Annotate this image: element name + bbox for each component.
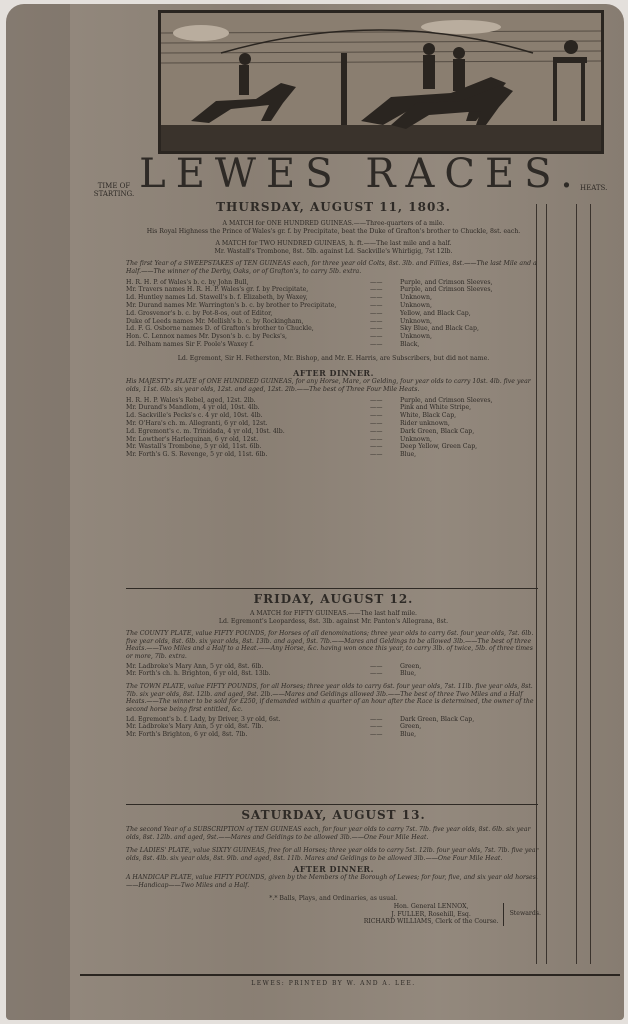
entry-horse: Duke of Leeds names Mr. Mellish's b. c. by Rockingham, [126,317,304,325]
entry-horse: Mr. Durand names Mr. Warrington's b. c. by brother to Precipitate, [126,301,337,309]
stewards-block [126,903,541,926]
printer-imprint: LEWES: PRINTED BY W. AND A. LEE. [251,980,416,987]
entry-horse: Ld. Egremont's b. f. Lady, by Driver, 3 yr old, 6st. [126,715,281,723]
handicap-plate-heading: A HANDICAP PLATE, value FIFTY POUNDS, given by the Members of the Borough of Lewes; for four, five, and six year old horses.——Handicap——Two Miles and a Half. [126,874,538,889]
town-plate-heading: The TOWN PLATE, value FIFTY POUNDS, for all Horses; three year olds to carry 6st. four year olds, 7st. 11lb. five year olds, 8st. 7lb. six year olds, 8st. 12lb. and aged, 9st. 2lb.——Mares and Geldings allowed 3lb.——The best of three Two Miles and a Half Heats.——The winner to be sold for £250, if demanded within a quarter of an hour after the Race is determined, the owner of the second horse being first entitled, &c. [126,683,534,713]
ladies-plate-heading: The LADIES' PLATE, value SIXTY GUINEAS, free for all Horses; three year olds to carry 5st. 12lb. four year olds, 7st. 7lb. five year olds, 8st. 4lb. six year olds, 8st. 9lb. and aged, 8st. 11lb. Mares and Geldings to be allowed 3lb.——One Four Mile Heat. [126,847,539,862]
entry-horse: Mr. Lowther's Harlequinan, 6 yr old, 12st. [126,435,259,443]
kings-plate-heading: His MAJESTY's PLATE of ONE HUNDRED GUINEAS, for any Horse, Mare, or Gelding, four year olds to carry 10st. 4lb. five year olds, 11st. 6lb. six year olds, 12st. and aged, 12st. 2lb.——The best of Three Four Mile Heats. [126,378,531,393]
town-plate-entries [126,716,541,739]
entry-row: Mr. Wastall's Trombone, 5 yr old, 11st. 6lb. —— Deep Yellow, Green Cap, [126,443,541,451]
entry-row: H. R. H. P. of Wales's b. c. by John Bull, —— Purple, and Crimson Sleeves, [126,279,541,287]
county-plate-entries [126,663,541,679]
entry-colours: Unknown, [400,333,432,341]
section-divider [126,804,538,805]
friday-date: FRIDAY, AUGUST 12. [253,592,414,606]
entry-row: Mr. Ladbroke's Mary Ann, 5 yr old, 8st. 7lb. —— Green, [126,723,541,731]
section-divider [126,588,538,589]
horse-race-woodcut-illustration [161,13,601,151]
horse-race-woodcut-image [158,10,604,154]
entry-colours: Pink and White Stripe, [400,404,472,412]
entry-colours: Unknown, [400,294,432,302]
entry-row: Ld. Pelham names Sir F. Poole's Waxey f. —— Black, [126,341,541,349]
race-card-sheet [6,4,624,1020]
after-dinner-heading: AFTER DINNER. [293,864,374,875]
entry-horse: Ld. Pelham names Sir F. Poole's Waxey f. [126,340,254,348]
entry-colours: Unknown, [400,317,432,325]
entry-colours: Unknown, [400,435,432,443]
entry-row: Hon. C. Lennox names Mr. Dyson's b. c. by Pecks's, —— Unknown, [126,333,541,341]
entry-colours: Dark Green, Black Cap, [400,715,475,723]
entry-colours: Black, [400,340,420,348]
steward-name: J. FULLER, Rosehill, Esq. [391,910,471,918]
entry-row: H. R. H. P. Wales's Rebel, aged, 12st. 2lb. —— Purple, and Crimson Sleeves, [126,397,541,405]
entry-row: Mr. Forth's ch. h. Brighton, 6 yr old, 8st. 13lb. —— Blue, [126,670,541,678]
entry-row: Ld. Egremont's b. f. Lady, by Driver, 3 yr old, 6st. —— Dark Green, Black Cap, [126,716,541,724]
entry-row: Mr. Ladbroke's Mary Ann, 5 yr old, 8st. 6lb. —— Green, [126,663,541,671]
page-title: LEWES RACES. [139,151,583,197]
entry-horse: Ld. Sackville's Pecks's c. 4 yr old, 10st. 4lb. [126,412,263,420]
entry-horse: Mr. Durand's Mandlom, 4 yr old, 10st. 4lb. [126,404,260,412]
entry-horse: Mr. Travers names H. R. H. P. Wales's gr. f. by Precipitate, [126,286,309,294]
entry-colours: Blue, [400,731,417,739]
heats-label: HEATS. [580,184,608,192]
column-divider [576,204,577,964]
entry-row: Mr. Forth's Brighton, 6 yr old, 8st. 7lb. —— Blue, [126,731,541,739]
entry-colours: Purple, and Crimson Sleeves, [400,278,493,286]
entry-row: Duke of Leeds names Mr. Mellish's b. c. by Rockingham, —— Unknown, [126,318,541,326]
entry-colours: Purple, and Crimson Sleeves, [400,396,493,404]
entry-row: Mr. Forth's G. S. Revenge, 5 yr old, 11st. 6lb. —— Blue, [126,451,541,459]
entry-row: Ld. Egremont's c. m. Trinidada, 4 yr old, 10st. 4lb. —— Dark Green, Black Cap, [126,428,541,436]
entry-horse: Mr. O'Hara's ch. m. Allegranti, 6 yr old, 12st. [126,419,268,427]
entry-row: Ld. Sackville's Pecks's c. 4 yr old, 10st. 4lb. —— White, Black Cap, [126,412,541,420]
entry-horse: Mr. Forth's G. S. Revenge, 5 yr old, 11st. 6lb. [126,451,268,459]
entry-horse: H. R. H. P. Wales's Rebel, aged, 12st. 2lb. [126,396,256,404]
entry-colours: Green, [400,662,422,670]
entry-colours: Yellow, and Black Cap, [400,309,471,317]
entry-colours: Blue, [400,670,417,678]
entry-colours: White, Black Cap, [400,412,457,420]
friday-match-body: Ld. Egremont's Leopardess, 8st. 3lb. against Mr. Panton's Allegrana, 8st. [218,617,449,625]
entry-row: Ld. Huntley names Ld. Stawell's b. f. Elizabeth, by Waxey, —— Unknown, [126,294,541,302]
sweepstakes-heading: The first Year of a SWEEPSTAKES of TEN GUINEAS each, for three year old Colts, 8st. 3lb. and Fillies, 8st.——The last Mile and a Half.——The winner of the Derby, Oaks, or of Grafton's, to carry 5lb. extra. [126,260,537,275]
entry-horse: Mr. Ladbroke's Mary Ann, 5 yr old, 8st. 6lb. [126,662,264,670]
subscription-heading: The second Year of a SUBSCRIPTION of TEN GUINEAS each, for four year olds to carry 7st. 7lb. five year olds, 8st. 6lb. six year olds, 8st. 12lb. and aged, 9st.——Mares and Geldings to be allowed 3lb.——One Four Mile Heat. [126,826,531,841]
entry-horse: Ld. F. G. Osborne names D. of Grafton's brother to Chuckle, [126,325,314,333]
footer-rule [80,974,620,976]
stewards-label: Stewards. [503,903,541,926]
after-dinner-heading: AFTER DINNER. [293,368,374,379]
kings-plate-entries [126,397,541,459]
entry-colours: Deep Yellow, Green Cap, [400,443,478,451]
entry-row: Ld. F. G. Osborne names D. of Grafton's brother to Chuckle, —— Sky Blue, and Black Cap, [126,325,541,333]
friday-match-heading: A MATCH for FIFTY GUINEAS.——The last half mile. [249,610,418,617]
thursday-date: THURSDAY, AUGUST 11, 1803. [216,200,451,214]
entry-horse: Ld. Huntley names Ld. Stawell's b. f. Elizabeth, by Waxey, [126,294,308,302]
stewards-names [364,903,499,926]
saturday-date: SATURDAY, AUGUST 13. [241,808,426,822]
county-plate-heading: The COUNTY PLATE, value FIFTY POUNDS, for Horses of all denominations; three year olds to carry 6st. four year olds, 7st. 6lb. five year olds, 8st. 6lb. six year olds, 8st. 13lb. and aged, 9st. 7lb.——Mares and Geldings to be allowed 3lb.——The best of three Heats.——Two Miles and a Half to a Heat.——Any Horse, &c. having won once this year, to carry 3lb. of twice, 5lb. of three times or more, 7lb. extra. [126,630,534,660]
entry-row: Ld. Grosvenor's b. c. by Pot-8-os, out of Editor, —— Yellow, and Black Cap, [126,310,541,318]
saturday-section [126,808,541,926]
thursday-section [126,200,541,459]
entry-colours: Dark Green, Black Cap, [400,427,475,435]
entry-horse: Ld. Grosvenor's b. c. by Pot-8-os, out of Editor, [126,309,273,317]
entry-colours: Sky Blue, and Black Cap, [400,325,479,333]
entry-row: Mr. Travers names H. R. H. P. Wales's gr. f. by Precipitate, —— Purple, and Crimson Sleeves, [126,286,541,294]
thursday-match1-heading: A MATCH for ONE HUNDRED GUINEAS.——Three-quarters of a mile. [222,220,445,227]
entry-horse: H. R. H. P. of Wales's b. c. by John Bull, [126,278,249,286]
entry-horse: Mr. Forth's Brighton, 6 yr old, 8st. 7lb. [126,731,248,739]
entry-horse: Mr. Ladbroke's Mary Ann, 5 yr old, 8st. 7lb. [126,723,264,731]
steward-name: Hon. General LENNOX, [393,903,469,911]
entry-colours: Purple, and Crimson Sleeves, [400,286,493,294]
entry-colours: Rider unknown, [400,419,450,427]
friday-section [126,592,541,739]
entry-row: Mr. Durand's Mandlom, 4 yr old, 10st. 4lb. —— Pink and White Stripe, [126,404,541,412]
balls-note: *.* Balls, Plays, and Ordinaries, as usual. [269,894,398,902]
entry-row: Mr. Durand names Mr. Warrington's b. c. by brother to Precipitate, —— Unknown, [126,302,541,310]
entry-horse: Hon. C. Lennox names Mr. Dyson's b. c. by Pecks's, [126,333,287,341]
column-divider [546,204,547,964]
entry-horse: Mr. Wastall's Trombone, 5 yr old, 11st. 6lb. [126,443,262,451]
paper-edge-shadow [6,4,70,1020]
entry-horse: Ld. Egremont's c. m. Trinidada, 4 yr old, 10st. 4lb. [126,427,285,435]
entry-colours: Green, [400,723,422,731]
thursday-match2-heading: A MATCH for TWO HUNDRED GUINEAS, h. ft.——The last mile and a half. [215,240,452,248]
time-of-starting-label: TIME OF STARTING. [93,182,135,198]
entry-row: Mr. O'Hara's ch. m. Allegranti, 6 yr old, 12st. —— Rider unknown, [126,420,541,428]
thursday-match1-body: His Royal Highness the Prince of Wales's gr. f. by Precipitate, beat the Duke of Grafton's brother to Chuckle, 8st. each. [146,227,521,235]
entry-row: Mr. Lowther's Harlequinan, 6 yr old, 12st. —— Unknown, [126,436,541,444]
steward-name: RICHARD WILLIAMS, Clerk of the Course. [363,918,499,926]
thursday-match2-body: Mr. Wastall's Trombone, 8st. 5lb. against Ld. Sackville's Whirligig, 7st 12lb. [214,247,453,255]
entry-colours: Unknown, [400,301,432,309]
subscribers-note: Ld. Egremont, Sir H. Fetherston, Mr. Bishop, and Mr. E. Harris, are Subscribers, but did not name. [177,354,490,362]
entry-colours: Blue, [400,451,417,459]
sweepstakes-entries [126,279,541,349]
column-divider [590,204,591,964]
entry-horse: Mr. Forth's ch. h. Brighton, 6 yr old, 8st. 13lb. [126,670,271,678]
